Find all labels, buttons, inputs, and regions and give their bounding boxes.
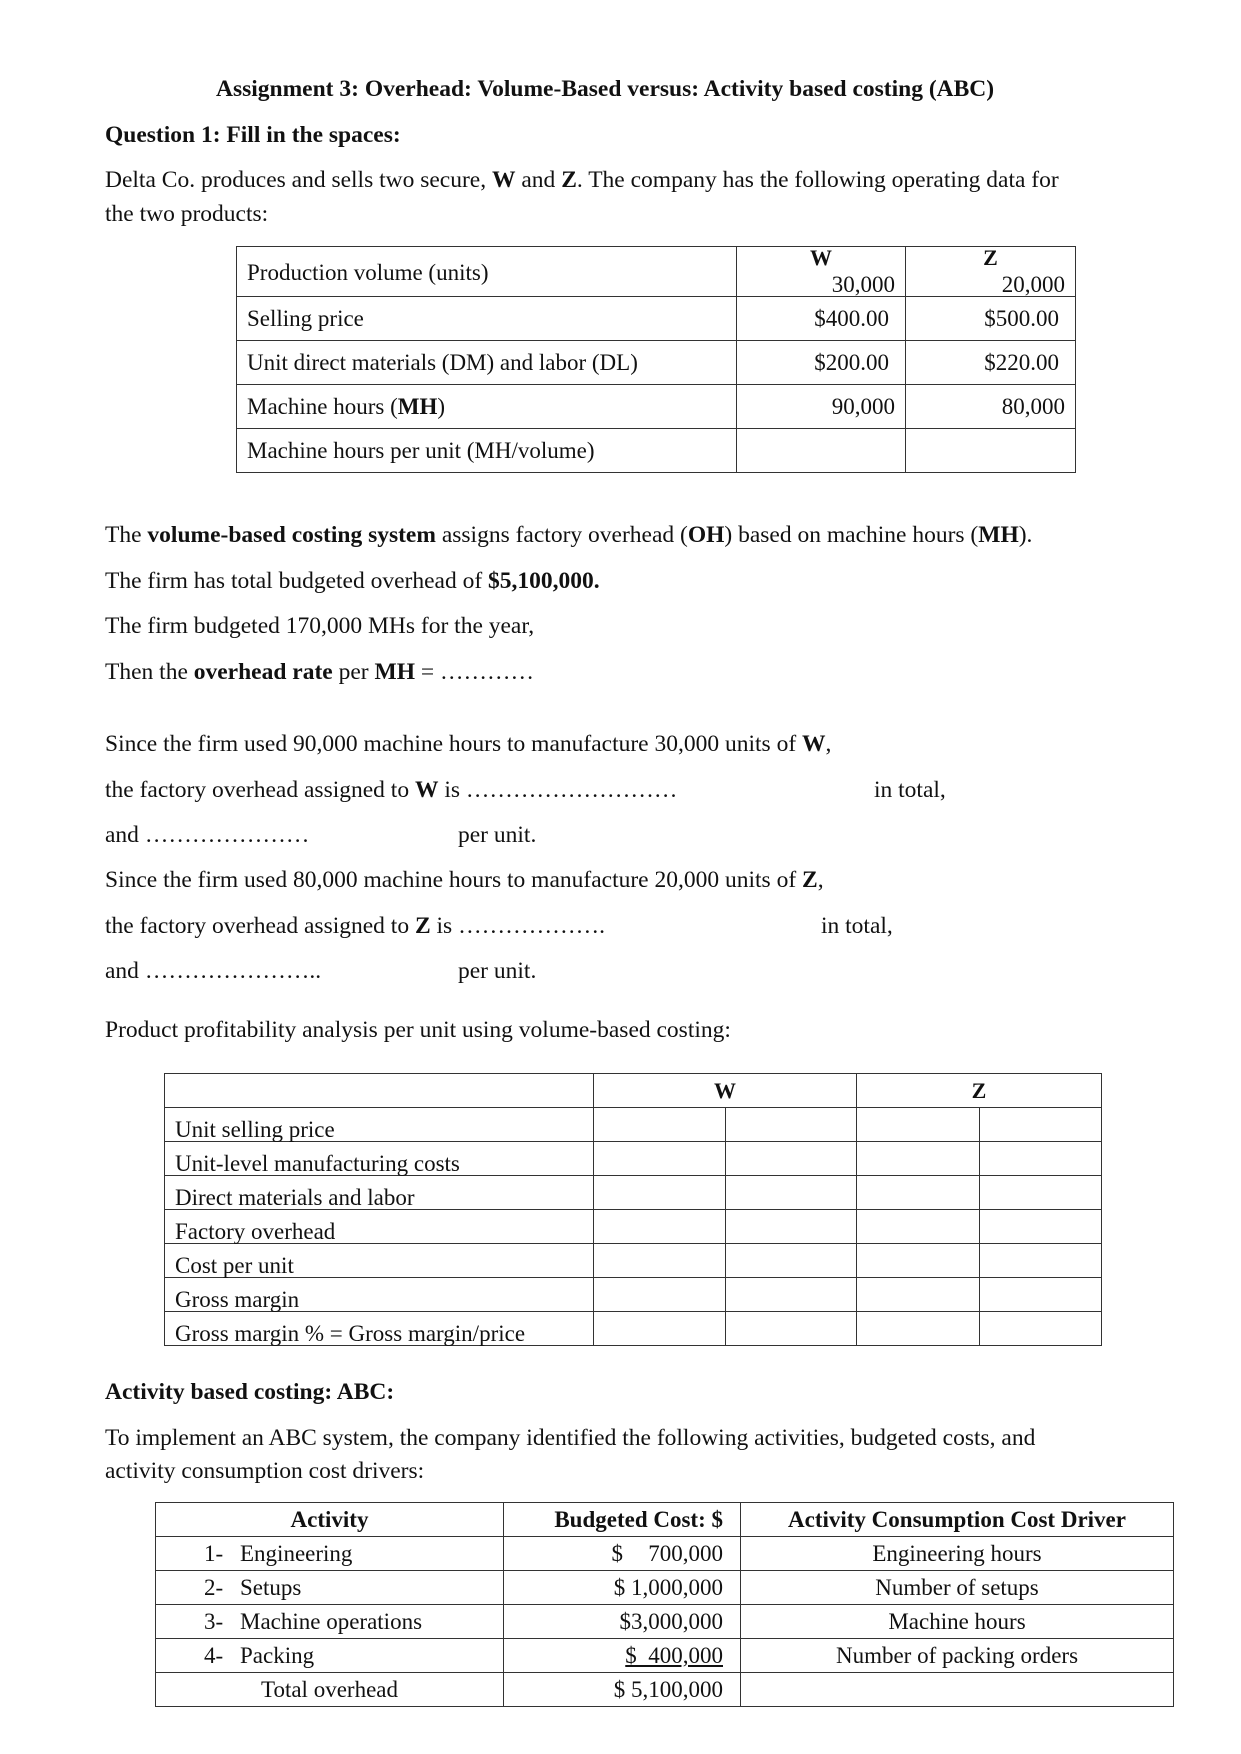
blank-cell[interactable] <box>594 1278 726 1312</box>
page-title: Assignment 3: Overhead: Volume-Based versus: Activity based costing (ABC) <box>216 76 995 102</box>
intro-line-2: the two products: <box>105 201 269 227</box>
table-cell: Number of setups <box>741 1571 1174 1605</box>
blank-cell[interactable] <box>594 1244 726 1278</box>
table-cell: Unit selling price <box>165 1108 594 1142</box>
blank-cell[interactable] <box>857 1142 980 1176</box>
table-cell: 90,000 <box>737 385 906 429</box>
blank-cell[interactable] <box>594 1108 726 1142</box>
table-cell: Budgeted Cost: $ <box>504 1503 741 1537</box>
blank-cell[interactable] <box>857 1312 980 1346</box>
w-per-unit: per unit. <box>458 822 537 848</box>
abc-heading: Activity based costing: ABC: <box>105 1379 395 1405</box>
table-cell: Selling price <box>237 297 737 341</box>
blank-cell[interactable] <box>726 1108 857 1142</box>
table-cell: Cost per unit <box>165 1244 594 1278</box>
table-cell: $ 700,000 <box>504 1537 741 1571</box>
blank-cell[interactable] <box>737 429 906 473</box>
w-line-1: Since the firm used 90,000 machine hours to manufacture 30,000 units of W, <box>105 731 832 757</box>
table-cell: 1- Engineering <box>156 1537 504 1571</box>
overhead-rate-line: Then the overhead rate per MH = ………… <box>105 659 534 685</box>
table-row <box>165 1244 1102 1278</box>
table-row <box>156 1605 1174 1639</box>
z-per-unit-blank[interactable]: ………………….. <box>144 958 322 984</box>
operating-data-table <box>236 246 1076 473</box>
blank-cell[interactable] <box>857 1278 980 1312</box>
intro-line-1: Delta Co. produces and sells two secure, W and Z. The company has the following operating data for <box>105 167 1059 193</box>
table-cell: Factory overhead <box>165 1210 594 1244</box>
table-cell: 3- Machine operations <box>156 1605 504 1639</box>
table-cell: $200.00 <box>737 341 906 385</box>
z-line-2: the factory overhead assigned to Z is ………………. <box>105 913 605 939</box>
blank-cell[interactable] <box>906 429 1076 473</box>
z-line-3: and ………………….. <box>105 958 322 984</box>
table-cell: 2- Setups <box>156 1571 504 1605</box>
table-cell: $ 5,100,000 <box>504 1673 741 1707</box>
table-cell: $400.00 <box>737 297 906 341</box>
blank-cell[interactable] <box>726 1210 857 1244</box>
abc-activity-table <box>155 1502 1174 1707</box>
table-row <box>165 1074 1102 1108</box>
w-in-total: in total, <box>874 777 946 803</box>
blank-cell[interactable] <box>594 1176 726 1210</box>
table-cell: $ 400,000 <box>504 1639 741 1673</box>
table-cell: Unit direct materials (DM) and labor (DL) <box>237 341 737 385</box>
table-cell <box>165 1074 594 1108</box>
table-cell: $ 1,000,000 <box>504 1571 741 1605</box>
table-cell: Activity Consumption Cost Driver <box>741 1503 1174 1537</box>
table-row <box>237 385 1076 429</box>
blank-cell[interactable] <box>594 1142 726 1176</box>
table-row <box>156 1673 1174 1707</box>
table-cell: $500.00 <box>906 297 1076 341</box>
profitability-table <box>164 1073 1102 1346</box>
blank-cell[interactable] <box>980 1278 1102 1312</box>
table-cell: $3,000,000 <box>504 1605 741 1639</box>
table-row <box>165 1108 1102 1142</box>
table-row <box>237 297 1076 341</box>
volume-line-2: The firm has total budgeted overhead of $5,100,000. <box>105 568 600 594</box>
table-cell: Gross margin % = Gross margin/price <box>165 1312 594 1346</box>
blank-cell[interactable] <box>857 1210 980 1244</box>
w-line-2: the factory overhead assigned to W is ……………………… <box>105 777 678 803</box>
blank-cell[interactable] <box>726 1278 857 1312</box>
overhead-rate-blank[interactable]: ………… <box>440 659 534 685</box>
table-row <box>237 429 1076 473</box>
table-cell: Number of packing orders <box>741 1639 1174 1673</box>
z-total-blank[interactable]: ………………. <box>458 913 605 939</box>
table-cell: $220.00 <box>906 341 1076 385</box>
blank-cell[interactable] <box>980 1108 1102 1142</box>
table-row <box>156 1537 1174 1571</box>
table-row <box>156 1571 1174 1605</box>
table-row <box>165 1278 1102 1312</box>
table-cell: Machine hours (MH) <box>237 385 737 429</box>
header-w-cell: W 30,000 <box>737 247 906 297</box>
table-cell: Direct materials and labor <box>165 1176 594 1210</box>
table-cell: Unit-level manufacturing costs <box>165 1142 594 1176</box>
header-z-cell: Z <box>857 1074 1102 1108</box>
table-cell: 4- Packing <box>156 1639 504 1673</box>
blank-cell[interactable] <box>594 1312 726 1346</box>
question-heading: Question 1: Fill in the spaces: <box>105 122 401 148</box>
blank-cell[interactable] <box>980 1176 1102 1210</box>
table-cell: Total overhead <box>156 1673 504 1707</box>
blank-cell[interactable] <box>857 1108 980 1142</box>
table-row <box>165 1142 1102 1176</box>
z-line-1: Since the firm used 80,000 machine hours to manufacture 20,000 units of Z, <box>105 867 824 893</box>
header-w-cell: W <box>594 1074 857 1108</box>
header-z-cell: Z 20,000 <box>906 247 1076 297</box>
volume-line-3: The firm budgeted 170,000 MHs for the year, <box>105 613 535 639</box>
w-per-unit-blank[interactable]: ………………… <box>144 822 310 848</box>
blank-cell[interactable] <box>857 1244 980 1278</box>
table-cell <box>741 1673 1174 1707</box>
z-per-unit: per unit. <box>458 958 537 984</box>
blank-cell[interactable] <box>980 1210 1102 1244</box>
table-cell: Gross margin <box>165 1278 594 1312</box>
table-cell: 80,000 <box>906 385 1076 429</box>
table-row <box>156 1503 1174 1537</box>
blank-cell[interactable] <box>726 1176 857 1210</box>
table-row <box>165 1176 1102 1210</box>
blank-cell[interactable] <box>726 1142 857 1176</box>
profit-heading: Product profitability analysis per unit using volume-based costing: <box>105 1017 731 1043</box>
blank-cell[interactable] <box>980 1312 1102 1346</box>
blank-cell[interactable] <box>980 1244 1102 1278</box>
table-row <box>237 341 1076 385</box>
table-cell: Machine hours per unit (MH/volume) <box>237 429 737 473</box>
volume-line-1: The volume-based costing system assigns factory overhead (OH) based on machine hours (MH). <box>105 522 1033 548</box>
blank-cell[interactable] <box>980 1142 1102 1176</box>
w-total-blank[interactable]: ……………………… <box>465 777 678 803</box>
table-row <box>165 1210 1102 1244</box>
table-cell: Engineering hours <box>741 1537 1174 1571</box>
table-cell: Production volume (units) <box>237 247 737 297</box>
table-cell: Machine hours <box>741 1605 1174 1639</box>
table-cell: Activity <box>156 1503 504 1537</box>
blank-cell[interactable] <box>726 1312 857 1346</box>
w-line-3: and ………………… <box>105 822 310 848</box>
blank-cell[interactable] <box>857 1176 980 1210</box>
z-in-total: in total, <box>821 913 893 939</box>
table-row <box>156 1639 1174 1673</box>
abc-intro-line-2: activity consumption cost drivers: <box>105 1458 425 1484</box>
blank-cell[interactable] <box>726 1244 857 1278</box>
blank-cell[interactable] <box>594 1210 726 1244</box>
abc-intro-line-1: To implement an ABC system, the company identified the following activities, budgeted costs, and <box>105 1425 1036 1451</box>
table-row <box>165 1312 1102 1346</box>
